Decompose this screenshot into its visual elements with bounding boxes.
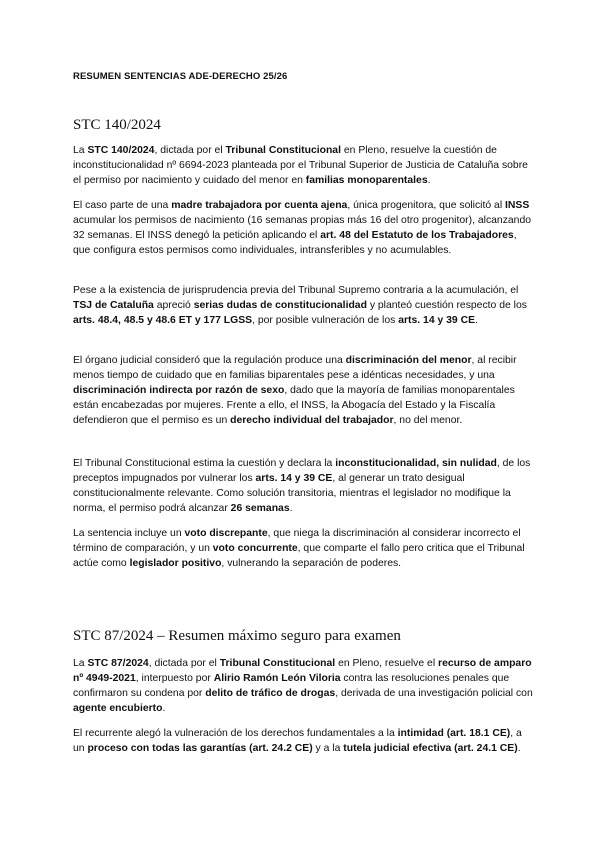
- text-run: , que configura estos permisos como individuales, intransferibles y no acumulables.: [73, 230, 517, 256]
- bold-text: discriminación indirecta por razón de sexo: [73, 385, 285, 396]
- text-run: El caso parte de una: [73, 200, 172, 211]
- bold-text: Alirio Ramón León Viloria: [213, 673, 341, 684]
- text-run: , a un: [73, 728, 522, 754]
- paragraph: [73, 526, 533, 571]
- text-run: , dado que la mayoría de familias monoparentales están encabezadas por mujeres. Frente a ello, el INSS, la Abogacía del Estado y la Fiscalía defendieron que el permiso es un: [73, 385, 515, 426]
- text-run: El órgano judicial consideró que la regulación produce una: [73, 355, 346, 366]
- bold-text: recurso de amparo nº 4949-2021: [73, 658, 532, 684]
- paragraph: [73, 283, 533, 328]
- text-run: , que comparte el fallo pero critica que el Tribunal actúe como: [73, 543, 525, 569]
- bold-text: madre trabajadora por cuenta ajena: [171, 200, 348, 211]
- text-run: , interpuesto por: [135, 673, 214, 684]
- text-run: en Pleno, resuelve la cuestión de inconstitucionalidad nº 6694-2023 planteada por el Tribunal Superior de Justicia de Cataluña sobre el permiso por nacimiento y cuidado del menor en: [73, 145, 528, 186]
- text-run: , vulnerando la separación de poderes.: [221, 558, 402, 569]
- text-run: , no del menor.: [393, 415, 463, 426]
- paragraph: [73, 726, 533, 756]
- bold-text: voto concurrente: [212, 543, 298, 554]
- section-title-stc-87: STC 87/2024 – Resumen máximo seguro para examen: [73, 628, 401, 644]
- paragraph: [73, 143, 533, 188]
- document-header: RESUMEN SENTENCIAS ADE-DERECHO 25/26: [73, 71, 288, 82]
- paragraph: [73, 198, 533, 258]
- bold-text: arts. 14 y 39 CE: [398, 315, 476, 326]
- text-run: , dictada por el: [154, 145, 226, 156]
- text-run: y a la: [312, 743, 344, 754]
- text-run: apreció: [153, 300, 194, 311]
- text-run: .: [162, 703, 166, 714]
- text-run: .: [517, 743, 521, 754]
- text-run: , derivada de una investigación policial con: [335, 688, 533, 699]
- bold-text: familias monoparentales: [305, 175, 428, 186]
- paragraph: [73, 656, 533, 716]
- bold-text: Tribunal Constitucional: [225, 145, 341, 156]
- bold-text: arts. 48.4, 48.5 y 48.6 ET y 177 LGSS: [73, 315, 253, 326]
- text-run: acumular los permisos de nacimiento (16 semanas propias más 16 del otro progenitor), alcanzando 32 semanas. El INSS denegó la petición aplicando el: [73, 215, 532, 241]
- text-run: en Pleno, resuelve el: [335, 658, 439, 669]
- text-run: , de los preceptos impugnados por vulnerar los: [73, 458, 531, 484]
- bold-text: art. 48 del Estatuto de los Trabajadores: [320, 230, 514, 241]
- bold-text: derecho individual del trabajador: [230, 415, 394, 426]
- text-run: , por posible vulneración de los: [252, 315, 399, 326]
- bold-text: voto discrepante: [184, 528, 268, 539]
- text-run: , única progenitora, que solicitó al: [347, 200, 506, 211]
- paragraph: [73, 353, 533, 428]
- text-run: , que niega la discriminación al considerar incorrecto el término de comparación, y un: [73, 528, 521, 554]
- section-title-stc-140: STC 140/2024: [73, 117, 161, 133]
- text-run: La sentencia incluye un: [73, 528, 185, 539]
- text-run: La: [73, 658, 88, 669]
- bold-text: agente encubierto: [73, 703, 163, 714]
- bold-text: serias dudas de constitucionalidad: [193, 300, 367, 311]
- bold-text: delito de tráfico de drogas: [205, 688, 336, 699]
- bold-text: discriminación del menor: [345, 355, 472, 366]
- bold-text: proceso con todas las garantías (art. 24.2 CE): [87, 743, 313, 754]
- bold-text: arts. 14 y 39 CE: [255, 473, 333, 484]
- text-run: y planteó cuestión respecto de los: [366, 300, 527, 311]
- bold-text: legislador positivo: [129, 558, 222, 569]
- bold-text: STC 87/2024: [87, 658, 149, 669]
- text-run: .: [475, 315, 478, 326]
- bold-text: TSJ de Cataluña: [73, 300, 154, 311]
- text-run: El Tribunal Constitucional estima la cuestión y declara la: [73, 458, 336, 469]
- text-run: El recurrente alegó la vulneración de los derechos fundamentales a la: [73, 728, 398, 739]
- bold-text: tutela judicial efectiva (art. 24.1 CE): [343, 743, 518, 754]
- text-run: .: [427, 175, 431, 186]
- text-run: , al recibir menos tiempo de cuidado que en familias biparentales pese a idénticas necesidades, y una: [73, 355, 517, 381]
- bold-text: INSS: [505, 200, 530, 211]
- bold-text: intimidad (art. 18.1 CE): [397, 728, 511, 739]
- text-run: , al generar un trato desigual constitucionalmente relevante. Como solución transitoria, mientras el legislador no modifique la norma, el permiso podrá alcanzar: [73, 473, 511, 514]
- paragraph: [73, 456, 533, 516]
- text-run: contra las resoluciones penales que confirmaron su condena por: [73, 673, 510, 699]
- text-run: , dictada por el: [148, 658, 220, 669]
- bold-text: STC 140/2024: [87, 145, 155, 156]
- text-run: Pese a la existencia de jurisprudencia previa del Tribunal Supremo contraria a la acumulación, el: [73, 285, 519, 296]
- bold-text: 26 semanas: [230, 503, 290, 514]
- bold-text: inconstitucionalidad, sin nulidad: [335, 458, 497, 469]
- text-run: La: [73, 145, 88, 156]
- text-run: .: [289, 503, 293, 514]
- bold-text: Tribunal Constitucional: [219, 658, 336, 669]
